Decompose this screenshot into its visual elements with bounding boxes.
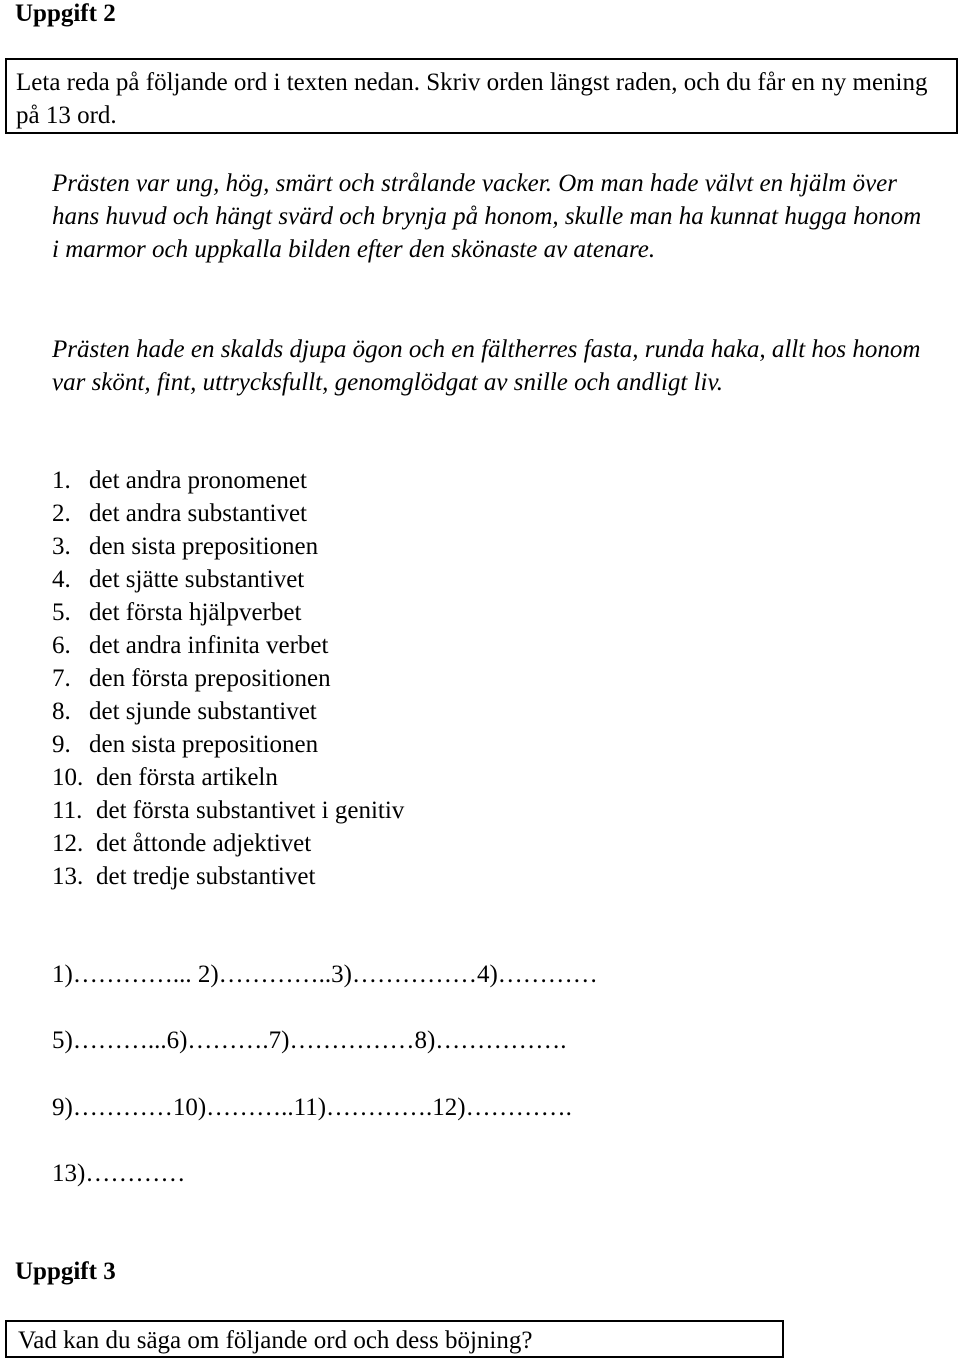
list-item-number: 13. xyxy=(52,863,84,890)
list-item xyxy=(52,530,404,563)
word-task-list xyxy=(52,464,404,893)
list-item xyxy=(52,860,404,893)
list-item xyxy=(52,794,404,827)
list-item-text: det sjunde substantivet xyxy=(89,698,317,725)
task-2-heading: Uppgift 2 xyxy=(15,0,116,27)
list-item-number: 4. xyxy=(52,566,71,593)
list-item xyxy=(52,761,404,794)
text-paragraph-1: Prästen var ung, hög, smärt och strålande vacker. Om man hade välvt en hjälm över hans huvud och hängt svärd och brynja på honom, skulle man ha kunnat hugga honom i marmor och uppkalla bilden efter den skönaste av atenare. xyxy=(52,170,922,263)
list-item-text: det tredje substantivet xyxy=(96,863,316,890)
answer-line-3: 9)…………10)………..11)………….12)…………. xyxy=(52,1094,572,1121)
list-item-number: 5. xyxy=(52,599,71,626)
list-item-text: den första prepositionen xyxy=(89,665,331,692)
text-paragraph-2: Prästen hade en skalds djupa ögon och en fältherres fasta, runda haka, allt hos honom var skönt, fint, uttrycksfullt, genomglödgat av snille och andligt liv. xyxy=(52,336,921,396)
list-item-text: den sista prepositionen xyxy=(89,533,319,560)
answer-line-2: 5)………...6)……….7)……………8)……………. xyxy=(52,1027,567,1054)
list-item-number: 10. xyxy=(52,764,84,791)
list-item-number: 7. xyxy=(52,665,71,692)
list-item xyxy=(52,464,404,497)
list-item-number: 8. xyxy=(52,698,71,725)
list-item-text: den första artikeln xyxy=(96,764,278,791)
list-item xyxy=(52,827,404,860)
list-item-number: 1. xyxy=(52,467,71,494)
list-item xyxy=(52,563,404,596)
task-2-instruction-box: Leta reda på följande ord i texten nedan. Skriv orden längst raden, och du får en ny mening på 13 ord. xyxy=(5,58,958,134)
list-item xyxy=(52,629,404,662)
list-item-text: det andra infinita verbet xyxy=(89,632,329,659)
list-item-text: det sjätte substantivet xyxy=(89,566,305,593)
list-item-text: det andra substantivet xyxy=(89,500,307,527)
list-item-number: 9. xyxy=(52,731,71,758)
list-item xyxy=(52,497,404,530)
list-item xyxy=(52,728,404,761)
list-item-number: 6. xyxy=(52,632,71,659)
list-item-number: 11. xyxy=(52,797,83,824)
task-3-heading: Uppgift 3 xyxy=(15,1258,116,1285)
list-item xyxy=(52,596,404,629)
list-item-text: den sista prepositionen xyxy=(89,731,319,758)
list-item-number: 3. xyxy=(52,533,71,560)
list-item-text: det andra pronomenet xyxy=(89,467,307,494)
list-item xyxy=(52,662,404,695)
list-item-text: det första substantivet i genitiv xyxy=(96,797,405,824)
list-item xyxy=(52,695,404,728)
list-item-text: det åttonde adjektivet xyxy=(96,830,312,857)
answer-line-1: 1)…………... 2)…………..3)……………4)………… xyxy=(52,961,598,988)
list-item-number: 2. xyxy=(52,500,71,527)
list-item-number: 12. xyxy=(52,830,84,857)
answer-line-4: 13)………… xyxy=(52,1160,186,1187)
list-item-text: det första hjälpverbet xyxy=(89,599,302,626)
task-3-question-box: Vad kan du säga om följande ord och dess böjning? xyxy=(5,1320,784,1358)
